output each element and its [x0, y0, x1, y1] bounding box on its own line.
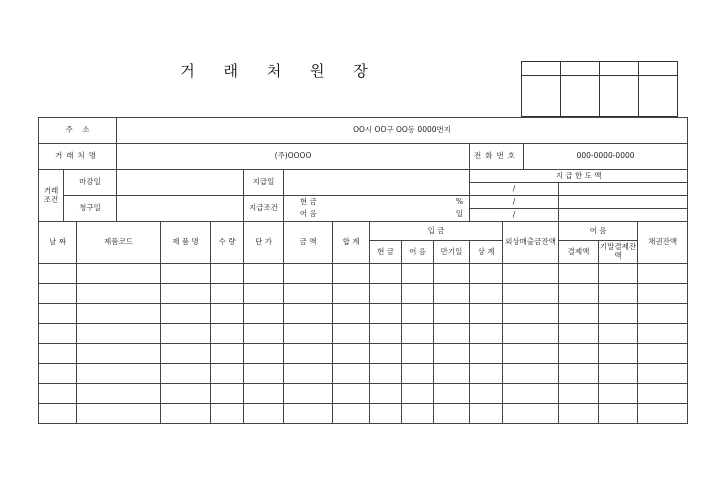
phone-label: 전화번호	[470, 144, 524, 170]
approval-header-cell	[639, 62, 678, 76]
cell	[284, 284, 333, 304]
cell	[211, 404, 244, 424]
cell	[559, 344, 599, 364]
cell	[370, 404, 402, 424]
limit-value-2	[559, 196, 688, 209]
cell	[434, 324, 470, 344]
cell	[638, 344, 688, 364]
cell	[503, 284, 559, 304]
cell	[244, 344, 284, 364]
cell	[503, 264, 559, 284]
cell	[284, 364, 333, 384]
cell	[599, 264, 638, 284]
cell	[39, 264, 77, 284]
cell	[638, 364, 688, 384]
cell	[434, 364, 470, 384]
table-row	[39, 324, 688, 344]
cell	[77, 344, 161, 364]
payday-label: 지급일	[244, 170, 284, 196]
table-row	[39, 404, 688, 424]
cell	[638, 324, 688, 344]
cell	[599, 284, 638, 304]
cell	[638, 284, 688, 304]
cell	[503, 404, 559, 424]
approval-header-cell	[522, 62, 561, 76]
cell	[434, 304, 470, 324]
payday-value	[284, 170, 470, 196]
cell	[470, 364, 503, 384]
col-receipt-offset: 상 계	[470, 241, 503, 264]
approval-header-cell	[600, 62, 639, 76]
cell	[244, 284, 284, 304]
col-receipt-cash: 현 금	[370, 241, 402, 264]
cell	[39, 284, 77, 304]
col-settle-amount: 결제액	[559, 241, 599, 264]
cell	[370, 364, 402, 384]
cell	[284, 304, 333, 324]
cell	[402, 304, 434, 324]
col-unsettled-balance: 기말결제잔액	[599, 241, 638, 264]
cell	[599, 384, 638, 404]
cell	[333, 364, 370, 384]
cell	[161, 344, 211, 364]
cell	[434, 264, 470, 284]
cell	[402, 364, 434, 384]
cell	[559, 324, 599, 344]
cell	[77, 284, 161, 304]
table-row	[39, 264, 688, 284]
cell	[470, 384, 503, 404]
cell	[211, 284, 244, 304]
cell	[211, 324, 244, 344]
cell	[39, 364, 77, 384]
cell	[77, 304, 161, 324]
cell	[370, 304, 402, 324]
trade-terms-label: 거래 조건	[39, 170, 64, 222]
cell	[470, 264, 503, 284]
cell	[244, 364, 284, 384]
cell	[402, 324, 434, 344]
cell	[161, 384, 211, 404]
approval-sign-cell	[600, 76, 639, 117]
cell	[503, 344, 559, 364]
phone-value: 000-0000-0000	[524, 144, 688, 170]
cell	[211, 344, 244, 364]
col-receipt-group: 입 금	[370, 222, 503, 241]
cell	[434, 284, 470, 304]
note-label: 어 음	[284, 209, 333, 222]
cell	[370, 324, 402, 344]
client-name-value: (주)OOOO	[117, 144, 470, 170]
cell	[599, 364, 638, 384]
cell	[470, 284, 503, 304]
cell	[559, 304, 599, 324]
cell	[559, 364, 599, 384]
address-value: OO시 OO구 OO동 0000번지	[117, 118, 688, 144]
table-row	[39, 304, 688, 324]
cell	[333, 324, 370, 344]
cell	[434, 384, 470, 404]
cell	[39, 304, 77, 324]
cell	[370, 284, 402, 304]
cell	[559, 284, 599, 304]
cell	[211, 364, 244, 384]
cell	[470, 404, 503, 424]
cell	[402, 344, 434, 364]
col-quantity: 수 량	[211, 222, 244, 264]
cell	[402, 284, 434, 304]
table-row	[39, 384, 688, 404]
cell	[77, 384, 161, 404]
cell	[638, 264, 688, 284]
cell	[599, 344, 638, 364]
cell	[470, 344, 503, 364]
cell	[333, 384, 370, 404]
limit-value-1	[559, 183, 688, 196]
cell	[599, 304, 638, 324]
limit-slash-2: /	[470, 196, 559, 209]
cell	[244, 304, 284, 324]
cell	[39, 344, 77, 364]
cell	[370, 264, 402, 284]
cell	[402, 264, 434, 284]
cell	[161, 284, 211, 304]
cell	[284, 384, 333, 404]
cell	[333, 284, 370, 304]
approval-sign-cell	[639, 76, 678, 117]
cell	[77, 324, 161, 344]
cell	[244, 384, 284, 404]
cell	[599, 404, 638, 424]
cell	[39, 384, 77, 404]
cell	[333, 344, 370, 364]
approval-sign-cell	[522, 76, 561, 117]
cell	[470, 304, 503, 324]
note-unit: 일	[333, 209, 470, 222]
cell	[559, 404, 599, 424]
col-amount: 금 액	[284, 222, 333, 264]
payment-limit-label: 지 급 한 도 액	[470, 170, 688, 183]
cell	[39, 324, 77, 344]
cell	[333, 304, 370, 324]
cell	[161, 264, 211, 284]
col-product-name: 제 품 명	[161, 222, 211, 264]
cell	[503, 324, 559, 344]
cell	[77, 364, 161, 384]
closing-day-label: 마감일	[64, 170, 117, 196]
col-claim-balance: 채권잔액	[638, 222, 688, 264]
address-label: 주 소	[39, 118, 117, 144]
table-row	[39, 284, 688, 304]
cell	[503, 304, 559, 324]
closing-day-value	[117, 170, 244, 196]
approval-header-cell	[561, 62, 600, 76]
col-total: 합 계	[333, 222, 370, 264]
cell	[211, 264, 244, 284]
cell	[599, 324, 638, 344]
cell	[333, 404, 370, 424]
cell	[161, 404, 211, 424]
cell	[161, 304, 211, 324]
document-title: 거 래 처 원 장	[180, 62, 380, 80]
cell	[244, 404, 284, 424]
cell	[39, 404, 77, 424]
cell	[284, 264, 333, 284]
cell	[211, 304, 244, 324]
cash-label: 현 금	[284, 196, 333, 209]
cell	[402, 384, 434, 404]
approval-sign-cell	[561, 76, 600, 117]
col-product-code: 제품코드	[77, 222, 161, 264]
limit-slash-3: /	[470, 209, 559, 222]
cell	[559, 384, 599, 404]
col-notes-group: 어 음	[559, 222, 638, 241]
cell	[503, 384, 559, 404]
col-ar-balance: 외상매출금잔액	[503, 222, 559, 264]
cell	[370, 344, 402, 364]
col-unit-price: 단 가	[244, 222, 284, 264]
cell	[470, 324, 503, 344]
col-date: 날 짜	[39, 222, 77, 264]
cell	[638, 304, 688, 324]
ledger-table	[38, 117, 688, 424]
cell	[284, 404, 333, 424]
payterms-label: 지급조건	[244, 196, 284, 222]
limit-value-3	[559, 209, 688, 222]
cash-unit: %	[333, 196, 470, 209]
limit-slash-1: /	[470, 183, 559, 196]
cell	[434, 344, 470, 364]
table-row	[39, 364, 688, 384]
col-receipt-due: 만기일	[434, 241, 470, 264]
cell	[638, 404, 688, 424]
approval-box	[521, 61, 678, 117]
cell	[402, 404, 434, 424]
cell	[284, 324, 333, 344]
cell	[211, 384, 244, 404]
cell	[638, 384, 688, 404]
cell	[434, 404, 470, 424]
billing-day-label: 청구일	[64, 196, 117, 222]
cell	[161, 364, 211, 384]
cell	[244, 264, 284, 284]
cell	[559, 264, 599, 284]
cell	[333, 264, 370, 284]
cell	[503, 364, 559, 384]
col-receipt-note: 어 음	[402, 241, 434, 264]
cell	[284, 344, 333, 364]
billing-day-value	[117, 196, 244, 222]
table-row	[39, 344, 688, 364]
cell	[244, 324, 284, 344]
cell	[77, 264, 161, 284]
cell	[77, 404, 161, 424]
cell	[370, 384, 402, 404]
client-name-label: 거래처명	[39, 144, 117, 170]
cell	[161, 324, 211, 344]
